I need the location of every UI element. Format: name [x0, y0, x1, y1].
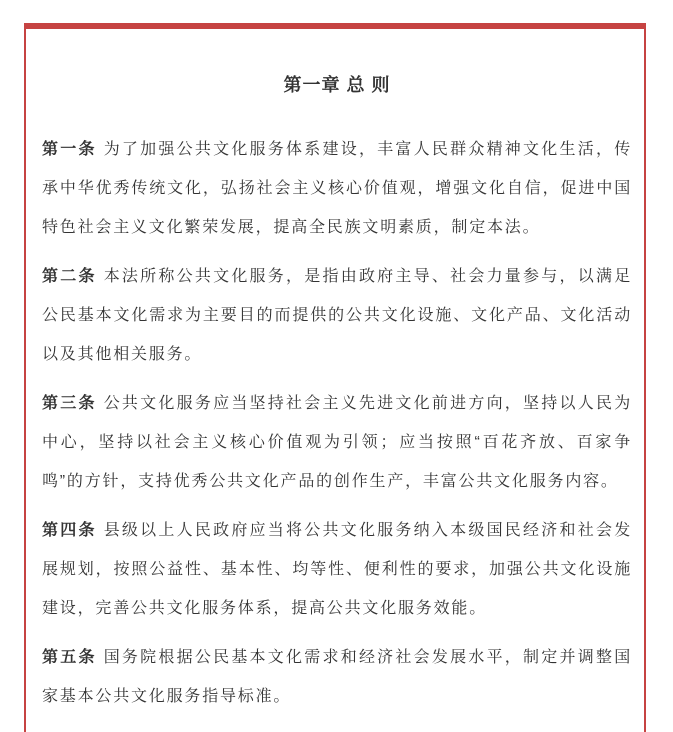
article-text: 县级以上人民政府应当将公共文化服务纳入本级国民经济和社会发展规划，按照公益性、基本性、均等性、便利性的要求，加强公共文化设施建设，完善公共文化服务体系，提高公共文化服务效能。 [42, 522, 632, 617]
top-accent-bar [24, 23, 646, 29]
article-text: 公共文化服务应当坚持社会主义先进文化前进方向，坚持以人民为中心，坚持以社会主义核心价值观为引领；应当按照“百花齐放、百家争鸣”的方针，支持优秀公共文化产品的创作生产，丰富公共文化服务内容。 [42, 395, 632, 490]
article-paragraph [42, 130, 632, 247]
article-text: 本法所称公共文化服务，是指由政府主导、社会力量参与，以满足公民基本文化需求为主要目的而提供的公共文化设施、文化产品、文化活动以及其他相关服务。 [42, 268, 632, 363]
article-text: 国务院根据公民基本文化需求和经济社会发展水平，制定并调整国家基本公共文化服务指导标准。 [42, 649, 632, 705]
chapter-title: 第一章 总 则 [283, 75, 391, 95]
article-number: 第四条 [42, 522, 97, 539]
article-number: 第三条 [42, 395, 97, 412]
document-page [24, 29, 646, 732]
article-paragraph [42, 638, 632, 716]
article-number: 第一条 [42, 141, 97, 158]
article-text: 为了加强公共文化服务体系建设，丰富人民群众精神文化生活，传承中华优秀传统文化，弘扬社会主义核心价值观，增强文化自信，促进中国特色社会主义文化繁荣发展，提高全民族文明素质，制定本法。 [42, 141, 632, 236]
article-paragraph [42, 511, 632, 628]
article-number: 第五条 [42, 649, 97, 666]
article-paragraph [42, 384, 632, 501]
article-number: 第二条 [42, 268, 97, 285]
article-paragraph [42, 257, 632, 374]
